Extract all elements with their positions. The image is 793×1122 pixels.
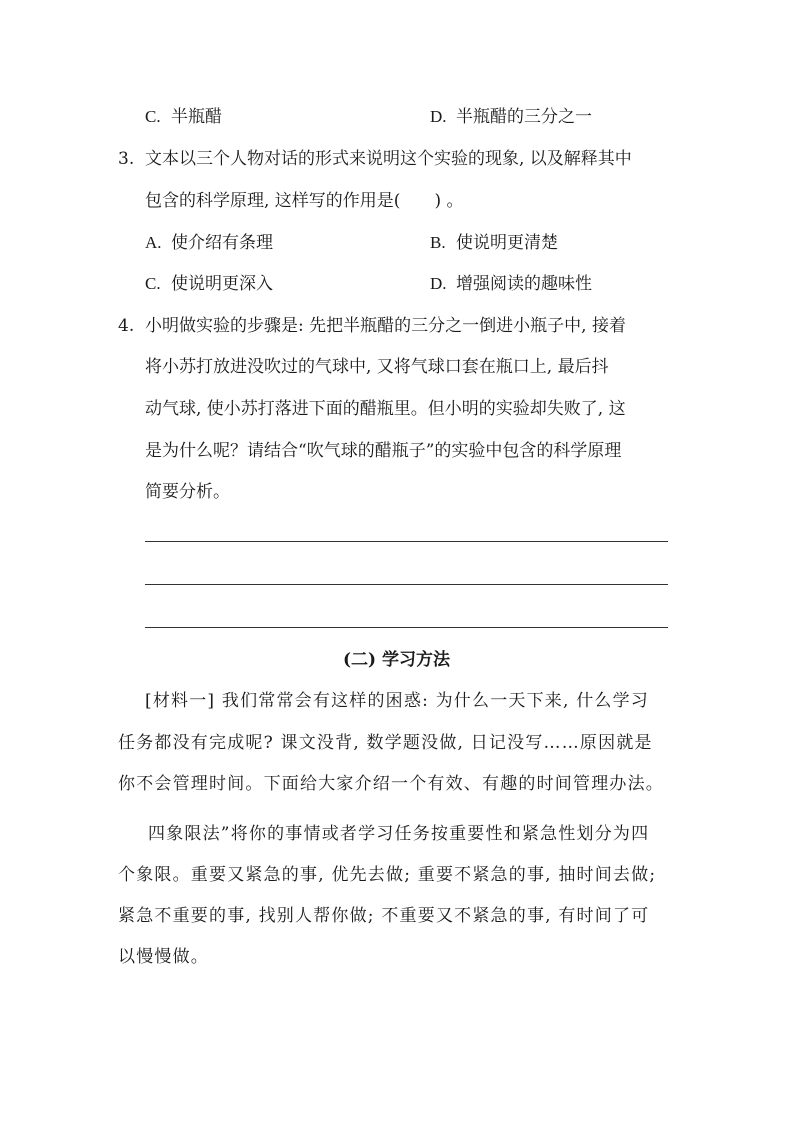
option-label: D.: [430, 274, 447, 293]
option-label: C.: [145, 274, 161, 293]
q4-line-3: [145, 398, 626, 420]
para2-line-3: 紧急不重要的事, 找别人帮你做; 不重要又不紧急的事, 有时间了可: [118, 906, 650, 926]
question-text: 文本以三个人物对话的形式来说明这个实验的现象, 以及解释其中: [145, 149, 632, 169]
q3-option-c: [145, 273, 273, 295]
question-text: 是为什么呢？请结合“吹气球的醋瓶子”的实验中包含的科学原理: [145, 441, 622, 461]
q3-option-d: [430, 273, 592, 295]
question-text: 包含的科学原理, 这样写的作用是( ) 。: [145, 191, 464, 211]
question-number: 3.: [118, 149, 135, 169]
answer-line-2[interactable]: [145, 584, 668, 585]
option-text: 半瓶醋: [171, 107, 222, 127]
option-text: 使说明更清楚: [456, 233, 558, 253]
option-text: 半瓶醋的三分之一: [456, 107, 592, 127]
q4-line-1: [118, 315, 626, 337]
material1-line-1: [材料一] 我们常常会有这样的困惑: 为什么一天下来, 什么学习: [145, 691, 650, 711]
para2-line-4: 以慢慢做。: [118, 947, 209, 967]
question-text: 小明做实验的步骤是: 先把半瓶醋的三分之一倒进小瓶子中, 接着: [145, 316, 626, 336]
option-text: 使说明更深入: [171, 274, 273, 294]
q3-line-2: [145, 190, 463, 212]
option-label: B.: [430, 233, 446, 252]
answer-line-1[interactable]: [145, 541, 668, 542]
option-text: 增强阅读的趣味性: [456, 274, 592, 294]
q4-line-4: [145, 440, 621, 462]
q3-line-1: [118, 148, 632, 170]
question-text: 简要分析。: [145, 482, 230, 502]
para2-line-1: 四象限法”将你的事情或者学习任务按重要性和紧急性划分为四: [148, 824, 650, 844]
q4-line-5: [145, 481, 230, 503]
option-label: C.: [145, 107, 161, 126]
q2-option-c: [145, 106, 222, 128]
question-text: 将小苏打放进没吹过的气球中, 又将气球口套在瓶口上, 最后抖: [145, 357, 609, 377]
q4-line-2: [145, 356, 609, 378]
para2-line-2: 个象限。重要又紧急的事, 优先去做; 重要不紧急的事, 抽时间去做;: [118, 865, 657, 885]
material1-line-2: 任务都没有完成呢? 课文没背, 数学题没做, 日记没写……原因就是: [118, 733, 653, 753]
option-text: 使介绍有条理: [171, 233, 273, 253]
q3-option-b: [430, 232, 558, 254]
option-label: A.: [145, 233, 162, 252]
section-heading: (二) 学习方法: [342, 650, 450, 670]
question-number: 4.: [118, 316, 135, 336]
material1-line-3: 你不会管理时间。下面给大家介绍一个有效、有趣的时间管理办法。: [118, 774, 664, 794]
q3-option-a: [145, 232, 273, 254]
q2-option-d: [430, 106, 592, 128]
option-label: D.: [430, 107, 447, 126]
answer-line-3[interactable]: [145, 627, 668, 628]
question-text: 动气球, 使小苏打落进下面的醋瓶里。但小明的实验却失败了, 这: [145, 399, 626, 419]
